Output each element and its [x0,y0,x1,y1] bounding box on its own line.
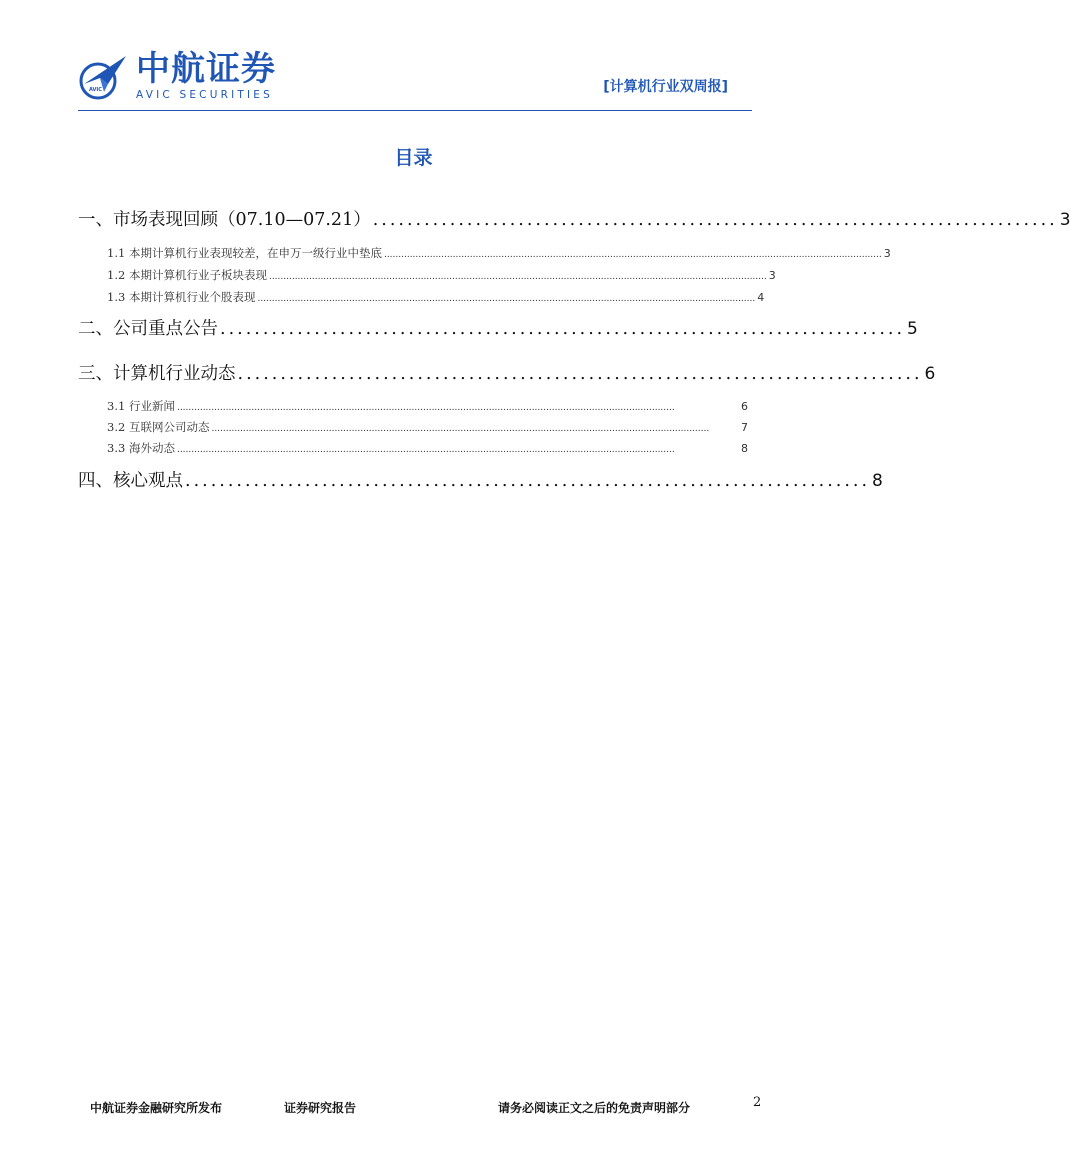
logo-english-name: AVIC SECURITIES [136,89,273,101]
page-header [78,48,752,110]
toc-entry-page: 6 [741,400,748,413]
footer-doc-type: 证券研究报告 [284,1101,357,1115]
toc-entry[interactable] [107,245,891,261]
footer-disclaimer: 请务必阅读正文之后的免责声明部分 [498,1101,691,1115]
toc-entry-page: 3 [768,269,776,282]
toc-entry[interactable] [107,419,748,435]
toc-entry-page: 3 [1059,210,1071,230]
toc-entry[interactable] [78,206,1071,231]
toc-entry[interactable] [78,467,883,492]
toc-entry-label: 3.2 互联网公司动态 [107,420,210,434]
toc-leader-dots: ................................................................................ [237,364,923,384]
toc-entry-page: 3 [883,247,891,260]
toc-entry-label: 1.3 本期计算机行业个股表现 [107,290,256,304]
page-number: 2 [753,1095,762,1110]
logo-chinese-name: 中航证券 [136,49,276,89]
toc-entry-label: 一、市场表现回顾（07.10—07.21） [78,210,371,230]
logo-badge-text: AVIC [89,87,102,93]
toc-entry-label: 1.1 本期计算机行业表现较差，在申万一级行业中垫底 [107,246,382,260]
toc-leader-dots: .............................................................................................................................................................................. [257,294,756,304]
toc-entry[interactable] [107,267,776,283]
toc-entry-label: 3.3 海外动态 [107,441,175,455]
page-footer [0,1095,827,1119]
toc-entry[interactable] [78,360,936,385]
toc-entry-page: 8 [741,442,748,455]
toc-entry-page: 5 [907,319,918,339]
toc-entry[interactable] [78,315,918,340]
toc-entry[interactable] [107,398,748,414]
toc-leader-dots: ................................................................................ [185,471,871,491]
footer-publisher: 中航证券金融研究所发布 [90,1101,223,1115]
toc-leader-dots: ................................................................................ [220,319,906,339]
toc-entry[interactable] [107,289,765,305]
toc-leader-dots: ................................................................................ [372,210,1058,230]
toc-entry-page: 7 [741,421,748,434]
avic-plane-logo-icon [78,54,128,100]
toc-entry-page: 8 [872,471,883,491]
toc-title: 目录 [394,147,433,169]
header-divider [78,110,752,111]
toc-entry-label: 四、核心观点 [78,471,183,491]
toc-leader-dots: .............................................................................................................................................................................. [268,272,767,282]
toc-entry[interactable] [107,440,748,456]
toc-entry-page: 6 [924,364,936,384]
toc-entry-label: 三、计算机行业动态 [78,364,236,384]
toc-entry-page: 4 [757,291,765,304]
toc-leader-dots: .............................................................................................................................................................................. [383,250,882,260]
toc-entry-label: 1.2 本期计算机行业子板块表现 [107,268,267,282]
toc-leader-dots: .............................................................................................................................................................................. [176,403,675,413]
toc-entry-label: 二、公司重点公告 [78,319,218,339]
toc-entry-label: 3.1 行业新闻 [107,399,175,413]
company-logo [78,48,308,106]
toc-leader-dots: .............................................................................................................................................................................. [176,445,675,455]
report-type-label: [计算机行业双周报] [603,79,728,95]
toc-leader-dots: .............................................................................................................................................................................. [211,424,710,434]
